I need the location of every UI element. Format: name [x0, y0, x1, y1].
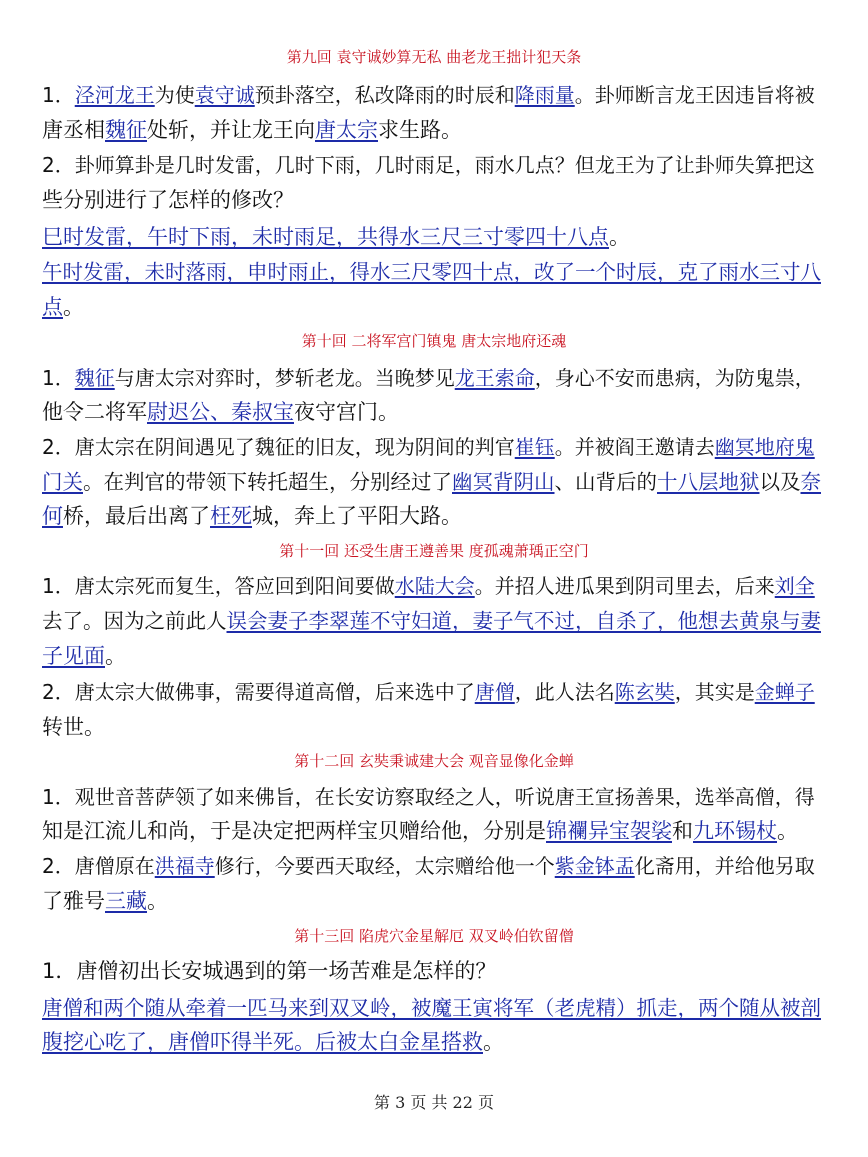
keyword: 唐太宗 — [315, 118, 378, 142]
text: 化斋用，并给他另取 — [634, 854, 815, 878]
chapter-9-title: 第九回 袁守诚妙算无私 曲老龙王拙计犯天条 — [286, 48, 582, 66]
text: 。 — [777, 819, 798, 843]
text: 。 — [609, 225, 630, 249]
item-number: 1． — [42, 366, 75, 390]
keyword: 袁守诚 — [194, 83, 255, 107]
keyword: 九环锡杖 — [693, 819, 777, 843]
text: 桥，最后出离了 — [63, 504, 210, 528]
keyword: 锦襴异宝袈裟 — [546, 819, 672, 843]
keyword: 门关 — [42, 470, 83, 494]
text: ，其实是 — [674, 680, 755, 704]
chapter-10-title: 第十回 二将军宫门镇鬼 唐太宗地府还魂 — [301, 332, 567, 350]
c9-q2-line2: 些分别进行了怎样的修改？ — [42, 188, 294, 212]
keyword: 幽冥背阴山 — [452, 470, 555, 494]
c9-q2-line1 — [42, 150, 815, 180]
text: 与唐太宗对弈时，梦斩老龙。当晚梦见 — [114, 366, 455, 390]
c9-q1-line2 — [42, 115, 462, 145]
c10-q1-line1 — [42, 363, 815, 393]
c12-q2-line1 — [42, 851, 815, 881]
text: 处斩，并让龙王向 — [147, 118, 315, 142]
keyword: 洪福寺 — [154, 854, 215, 878]
item-number: 1． — [42, 959, 77, 983]
question-text: 唐僧初出长安城遇到的第一场苦难是怎样的？ — [76, 959, 497, 983]
text: ，身心不安而患病，为防鬼祟， — [534, 366, 815, 390]
keyword: 陈玄奘 — [614, 680, 675, 704]
answer-text: 点 — [42, 295, 63, 319]
c11-q2-line2: 转世。 — [42, 715, 105, 739]
text: 城，奔上了平阳大路。 — [252, 504, 462, 528]
c13-q1-line1 — [42, 956, 496, 986]
keyword: 幽冥地府鬼 — [714, 435, 815, 459]
c11-q2-line1 — [42, 677, 815, 707]
keyword: 十八层地狱 — [657, 470, 760, 494]
text: 为使 — [154, 83, 195, 107]
text: 了雅号 — [42, 889, 105, 913]
keyword: 奈 — [800, 470, 821, 494]
answer-text: 午时发雷，未时落雨，申时雨止，得水三尺零四十点，改了一个时辰，克了雨水三寸八 — [42, 260, 821, 284]
page-footer: 第 3 页 共 22 页 — [374, 1093, 494, 1112]
keyword: 何 — [42, 504, 63, 528]
keyword: 龙王索命 — [454, 366, 535, 390]
text: 预卦落空，私改降雨的时辰和 — [254, 83, 515, 107]
answer-text: 子见面 — [42, 644, 105, 668]
item-number: 2． — [42, 854, 75, 878]
answer-text: 误会妻子李翠莲不守妇道，妻子气不过，自杀了，他想去黄泉与妻 — [226, 609, 821, 633]
chapter-12-title: 第十二回 玄奘秉诚建大会 观音显像化金蝉 — [294, 752, 574, 770]
item-number: 1． — [42, 83, 75, 107]
text: 知是江流儿和尚，于是决定把两样宝贝赠给他，分别是 — [42, 819, 546, 843]
question-text: 卦师算卦是几时发雷，几时下雨，几时雨足，雨水几点？但龙王为了让卦师失算把这 — [74, 153, 815, 177]
text: 夜守宫门。 — [294, 400, 399, 424]
text: 唐太宗在阴间遇见了魏征的旧友，现为阴间的判官 — [74, 435, 515, 459]
c12-q1-line1 — [42, 782, 815, 812]
c13-answer-line2 — [42, 1027, 504, 1057]
chapter-11-title: 第十一回 还受生唐王遵善果 度孤魂萧瑀正空门 — [279, 542, 589, 560]
keyword: 魏征 — [74, 366, 115, 390]
c12-q2-line2 — [42, 886, 168, 916]
text: ，此人法名 — [514, 680, 615, 704]
c10-q2-line1 — [42, 432, 815, 462]
keyword: 降雨量 — [514, 83, 575, 107]
keyword: 水陆大会 — [394, 574, 475, 598]
c10-q1-line2 — [42, 397, 399, 427]
answer-text: 巳时发雷，午时下雨，未时雨足，共得水三尺三寸零四十八点 — [42, 225, 609, 249]
text: 。 — [483, 1030, 504, 1054]
text: 和 — [672, 819, 693, 843]
keyword: 金蝉子 — [754, 680, 815, 704]
text: 修行，今要西天取经，太宗赠给他一个 — [214, 854, 555, 878]
text: 以及 — [759, 470, 801, 494]
text: 唐太宗大做佛事，需要得道高僧，后来选中了 — [74, 680, 475, 704]
c9-q1-line1 — [42, 80, 815, 110]
keyword: 唐僧 — [474, 680, 515, 704]
item-number: 1． — [42, 785, 75, 809]
text: 、山背后的 — [554, 470, 657, 494]
text: 。 — [105, 644, 126, 668]
text: 。在判官的带领下转托超生，分别经过了 — [83, 470, 452, 494]
item-number: 2． — [42, 153, 75, 177]
text: 唐太宗死而复生，答应回到阳间要做 — [74, 574, 395, 598]
keyword: 紫金钵盂 — [554, 854, 635, 878]
chapter-13-title: 第十三回 陷虎穴金星解厄 双叉岭伯钦留僧 — [294, 927, 574, 945]
c11-q1-line2 — [42, 606, 821, 636]
keyword: 泾河龙王 — [74, 83, 155, 107]
keyword: 三藏 — [105, 889, 147, 913]
text: 。 — [147, 889, 168, 913]
text: 他令二将军 — [42, 400, 147, 424]
c11-q1-line1 — [42, 571, 815, 601]
text: 唐丞相 — [42, 118, 105, 142]
c12-q1-line2 — [42, 816, 798, 846]
text: 。 — [63, 295, 84, 319]
keyword: 尉迟公、秦叔宝 — [147, 400, 294, 424]
c10-q2-line2 — [42, 467, 821, 497]
c13-answer-line1 — [42, 993, 821, 1023]
c10-q2-line3 — [42, 501, 462, 531]
text: 唐僧原在 — [74, 854, 155, 878]
item-number: 2． — [42, 435, 75, 459]
text: 去了。因为之前此人 — [42, 609, 227, 633]
c9-answer-line1 — [42, 222, 630, 252]
c11-q1-line3 — [42, 641, 126, 671]
text: 。并被阎王邀请去 — [554, 435, 715, 459]
text: 。卦师断言龙王因违旨将被 — [574, 83, 815, 107]
keyword: 魏征 — [105, 118, 147, 142]
text: 求生路。 — [378, 118, 462, 142]
text: 。并招人进瓜果到阴司里去，后来 — [474, 574, 775, 598]
c9-answer-line2 — [42, 257, 821, 287]
keyword: 崔钰 — [514, 435, 555, 459]
answer-text: 唐僧和两个随从牵着一匹马来到双叉岭，被魔王寅将军（老虎精）抓走，两个随从被剖 — [42, 996, 821, 1020]
answer-text: 腹挖心吃了，唐僧吓得半死。后被太白金星搭救 — [42, 1030, 483, 1054]
item-number: 2． — [42, 680, 75, 704]
keyword: 刘全 — [774, 574, 815, 598]
c9-answer-line3 — [42, 292, 84, 322]
text: 观世音菩萨领了如来佛旨，在长安访察取经之人，听说唐王宣扬善果，选举高僧，得 — [74, 785, 815, 809]
item-number: 1． — [42, 574, 75, 598]
keyword: 枉死 — [210, 504, 252, 528]
